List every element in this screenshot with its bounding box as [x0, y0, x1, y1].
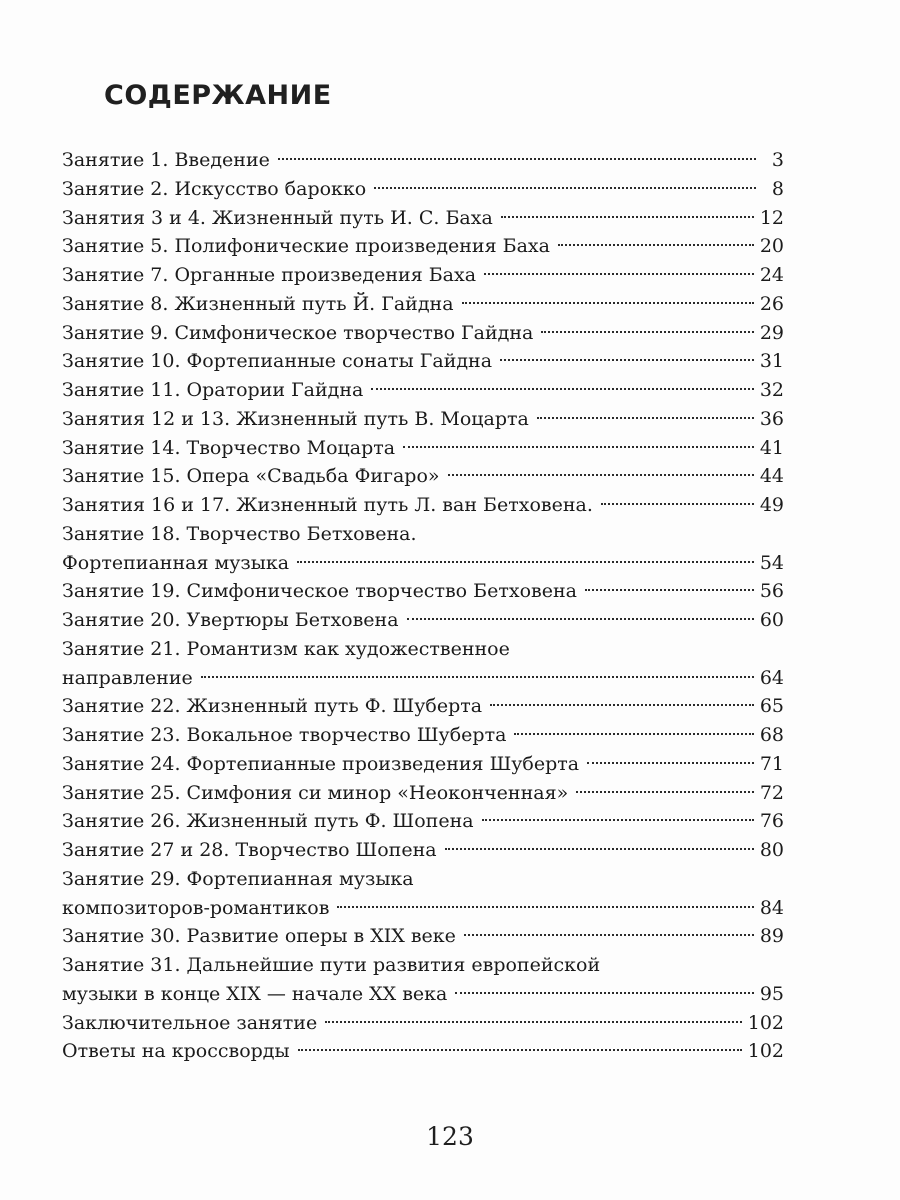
toc-page-number: 26: [759, 292, 784, 315]
toc-entry-line: [62, 405, 784, 434]
dot-leader: [337, 906, 753, 908]
toc-entry-title: Занятие 25. Симфония си минор «Неоконченная»: [62, 781, 569, 804]
toc-entry-title: Занятие 10. Фортепианные сонаты Гайдна: [62, 350, 493, 373]
toc-entry-line: [62, 692, 784, 721]
toc-entry-title: Занятие 14. Творчество Моцарта: [62, 436, 396, 459]
toc-entry-title: Занятие 11. Оратории Гайдна: [62, 379, 364, 401]
toc-entry-title: Занятие 15. Опера «Свадьба Фигаро»: [62, 465, 440, 488]
toc-entry: [62, 520, 784, 578]
toc-page-number: 44: [759, 465, 784, 488]
toc-entry-line: [62, 491, 784, 520]
toc-entry-line: [62, 261, 784, 290]
toc-entry-title: Занятие 5. Полифонические произведения Баха: [62, 235, 550, 258]
toc-entry: [62, 922, 784, 951]
toc-entry: [62, 491, 784, 520]
dot-leader: [601, 503, 754, 505]
toc-entry-line: [62, 319, 784, 348]
toc-entry-title: Занятие 18. Творчество Бетховена.: [62, 522, 417, 545]
toc-entry-title: Занятие 30. Развитие оперы в XIX веке: [62, 925, 456, 948]
dot-leader: [278, 158, 756, 160]
toc-entry-line: [62, 836, 784, 865]
toc-page-number: 32: [759, 379, 784, 401]
toc-page-number: 31: [759, 350, 784, 373]
toc-entry-line: [62, 577, 784, 606]
toc-entry-title: Занятие 22. Жизненный путь Ф. Шуберта: [62, 695, 483, 718]
toc-entry-title: Занятие 26. Жизненный путь Ф. Шопена: [62, 810, 474, 833]
toc-page-number: 84: [759, 896, 784, 919]
toc-page-number: 71: [759, 752, 784, 775]
toc-page-number: 68: [759, 724, 784, 746]
toc-entry-title: Занятие 8. Жизненный путь Й. Гайдна: [62, 292, 454, 315]
toc-entry: [62, 750, 784, 779]
dot-leader: [500, 359, 754, 361]
toc-page-number: 41: [759, 436, 784, 459]
toc-entry-title: направление: [62, 666, 193, 689]
dot-leader: [558, 244, 754, 246]
toc-page-number: 36: [759, 407, 784, 430]
dot-leader: [514, 733, 753, 735]
toc-entry-title: Занятие 2. Искусство барокко: [62, 177, 367, 200]
dot-leader: [585, 589, 754, 591]
toc-entry: [62, 779, 784, 808]
toc-entry-title: композиторов-романтиков: [62, 896, 330, 919]
toc-entry: [62, 376, 784, 405]
toc-entry-line: [62, 175, 784, 204]
dot-leader: [537, 417, 754, 419]
toc-entry: [62, 261, 784, 290]
toc-page-number: 76: [759, 810, 784, 833]
toc-entry-line: [62, 922, 784, 951]
toc-page-number: 60: [759, 609, 784, 631]
toc-entry-line: [62, 951, 784, 980]
toc-entry-line: [62, 1009, 784, 1038]
toc-entry: [62, 232, 784, 261]
toc-entry-line: [62, 779, 784, 808]
toc-entry-title: Занятие 7. Органные произведения Баха: [62, 264, 477, 286]
dot-leader: [298, 1049, 742, 1051]
dot-leader: [587, 762, 754, 764]
toc-page-number: 8: [771, 177, 784, 200]
toc-page-number: 56: [759, 580, 784, 603]
toc-entry-title: Ответы на кроссворды: [62, 1040, 290, 1063]
table-of-contents: [62, 146, 784, 1066]
toc-entry-title: Занятие 29. Фортепианная музыка: [62, 867, 414, 890]
dot-leader: [403, 446, 754, 448]
toc-page-number: 12: [759, 206, 784, 229]
toc-entry-line: [62, 549, 784, 578]
toc-entry-title: Занятие 9. Симфоническое творчество Гайдна: [62, 321, 534, 344]
toc-entry-title: Фортепианная музыка: [62, 551, 290, 574]
toc-entry: [62, 434, 784, 463]
toc-entry: [62, 577, 784, 606]
dot-leader: [464, 934, 754, 936]
dot-leader: [445, 848, 754, 850]
dot-leader: [541, 331, 754, 333]
dot-leader: [448, 474, 754, 476]
dot-leader: [490, 704, 754, 706]
toc-entry-title: Занятие 1. Введение: [62, 149, 270, 171]
dot-leader: [407, 618, 754, 620]
toc-entry: [62, 865, 784, 923]
toc-entry: [62, 721, 784, 750]
toc-entry: [62, 175, 784, 204]
toc-entry: [62, 951, 784, 1009]
toc-entry-line: [62, 635, 784, 664]
toc-page-number: 80: [759, 839, 784, 861]
toc-entry-line: [62, 1037, 784, 1066]
dot-leader: [201, 676, 754, 678]
toc-page-number: 24: [759, 264, 784, 286]
toc-entry-line: [62, 894, 784, 923]
toc-page-number: 89: [759, 925, 784, 948]
page-number: 123: [426, 1122, 474, 1151]
toc-entry-line: [62, 606, 784, 635]
toc-entry-title: Занятие 27 и 28. Творчество Шопена: [62, 839, 437, 861]
toc-entry: [62, 606, 784, 635]
toc-entry: [62, 836, 784, 865]
toc-page-number: 29: [759, 321, 784, 344]
dot-leader: [455, 992, 753, 994]
toc-page-number: 72: [759, 781, 784, 804]
toc-entry: [62, 462, 784, 491]
toc-entry-line: [62, 462, 784, 491]
toc-entry-line: [62, 750, 784, 779]
toc-entry-line: [62, 721, 784, 750]
toc-entry-title: Занятие 24. Фортепианные произведения Шуберта: [62, 752, 580, 775]
toc-entry-line: [62, 865, 784, 894]
toc-entry: [62, 290, 784, 319]
toc-entry-title: Занятие 23. Вокальное творчество Шуберта: [62, 724, 507, 746]
toc-entry: [62, 692, 784, 721]
toc-entry-title: Заключительное занятие: [62, 1011, 318, 1034]
dot-leader: [325, 1021, 742, 1023]
toc-entry-title: Занятия 3 и 4. Жизненный путь И. С. Баха: [62, 206, 493, 229]
toc-entry: [62, 347, 784, 376]
toc-page-number: 95: [759, 982, 784, 1005]
toc-entry-line: [62, 204, 784, 233]
toc-page-number: 102: [747, 1011, 784, 1034]
toc-entry-title: Занятие 20. Увертюры Бетховена: [62, 609, 399, 631]
toc-entry-line: [62, 232, 784, 261]
dot-leader: [297, 561, 754, 563]
toc-entry-line: [62, 664, 784, 693]
toc-entry-line: [62, 146, 784, 175]
toc-entry-line: [62, 520, 784, 549]
toc-entry: [62, 204, 784, 233]
toc-entry-title: Занятие 31. Дальнейшие пути развития европейской: [62, 954, 601, 976]
toc-entry-title: Занятие 21. Романтизм как художественное: [62, 637, 510, 660]
toc-entry: [62, 1037, 784, 1066]
dot-leader: [462, 302, 754, 304]
toc-page-number: 20: [759, 235, 784, 258]
contents-heading: СОДЕРЖАНИЕ: [104, 80, 332, 111]
toc-page-number: 65: [759, 695, 784, 718]
toc-entry: [62, 1009, 784, 1038]
toc-entry-line: [62, 807, 784, 836]
toc-entry-line: [62, 376, 784, 405]
toc-entry-title: Занятие 19. Симфоническое творчество Бетховена: [62, 580, 577, 603]
toc-page-number: 102: [747, 1040, 784, 1063]
toc-entry: [62, 319, 784, 348]
toc-entry: [62, 807, 784, 836]
toc-entry-line: [62, 980, 784, 1009]
dot-leader: [576, 791, 754, 793]
toc-entry: [62, 146, 784, 175]
toc-entry-line: [62, 434, 784, 463]
toc-page-number: 49: [759, 494, 784, 516]
toc-page-number: 3: [771, 149, 784, 171]
dot-leader: [482, 819, 754, 821]
toc-page-number: 54: [759, 551, 784, 574]
toc-entry-line: [62, 290, 784, 319]
dot-leader: [374, 187, 756, 189]
toc-entry-title: Занятия 16 и 17. Жизненный путь Л. ван Бетховена.: [62, 494, 593, 516]
toc-entry-line: [62, 347, 784, 376]
toc-entry-title: Занятия 12 и 13. Жизненный путь В. Моцарта: [62, 407, 529, 430]
toc-entry-title: музыки в конце XIX — начале XX века: [62, 982, 448, 1005]
dot-leader: [371, 388, 753, 390]
dot-leader: [501, 216, 754, 218]
toc-page-number: 64: [759, 666, 784, 689]
toc-entry: [62, 635, 784, 693]
toc-entry: [62, 405, 784, 434]
dot-leader: [484, 273, 754, 275]
